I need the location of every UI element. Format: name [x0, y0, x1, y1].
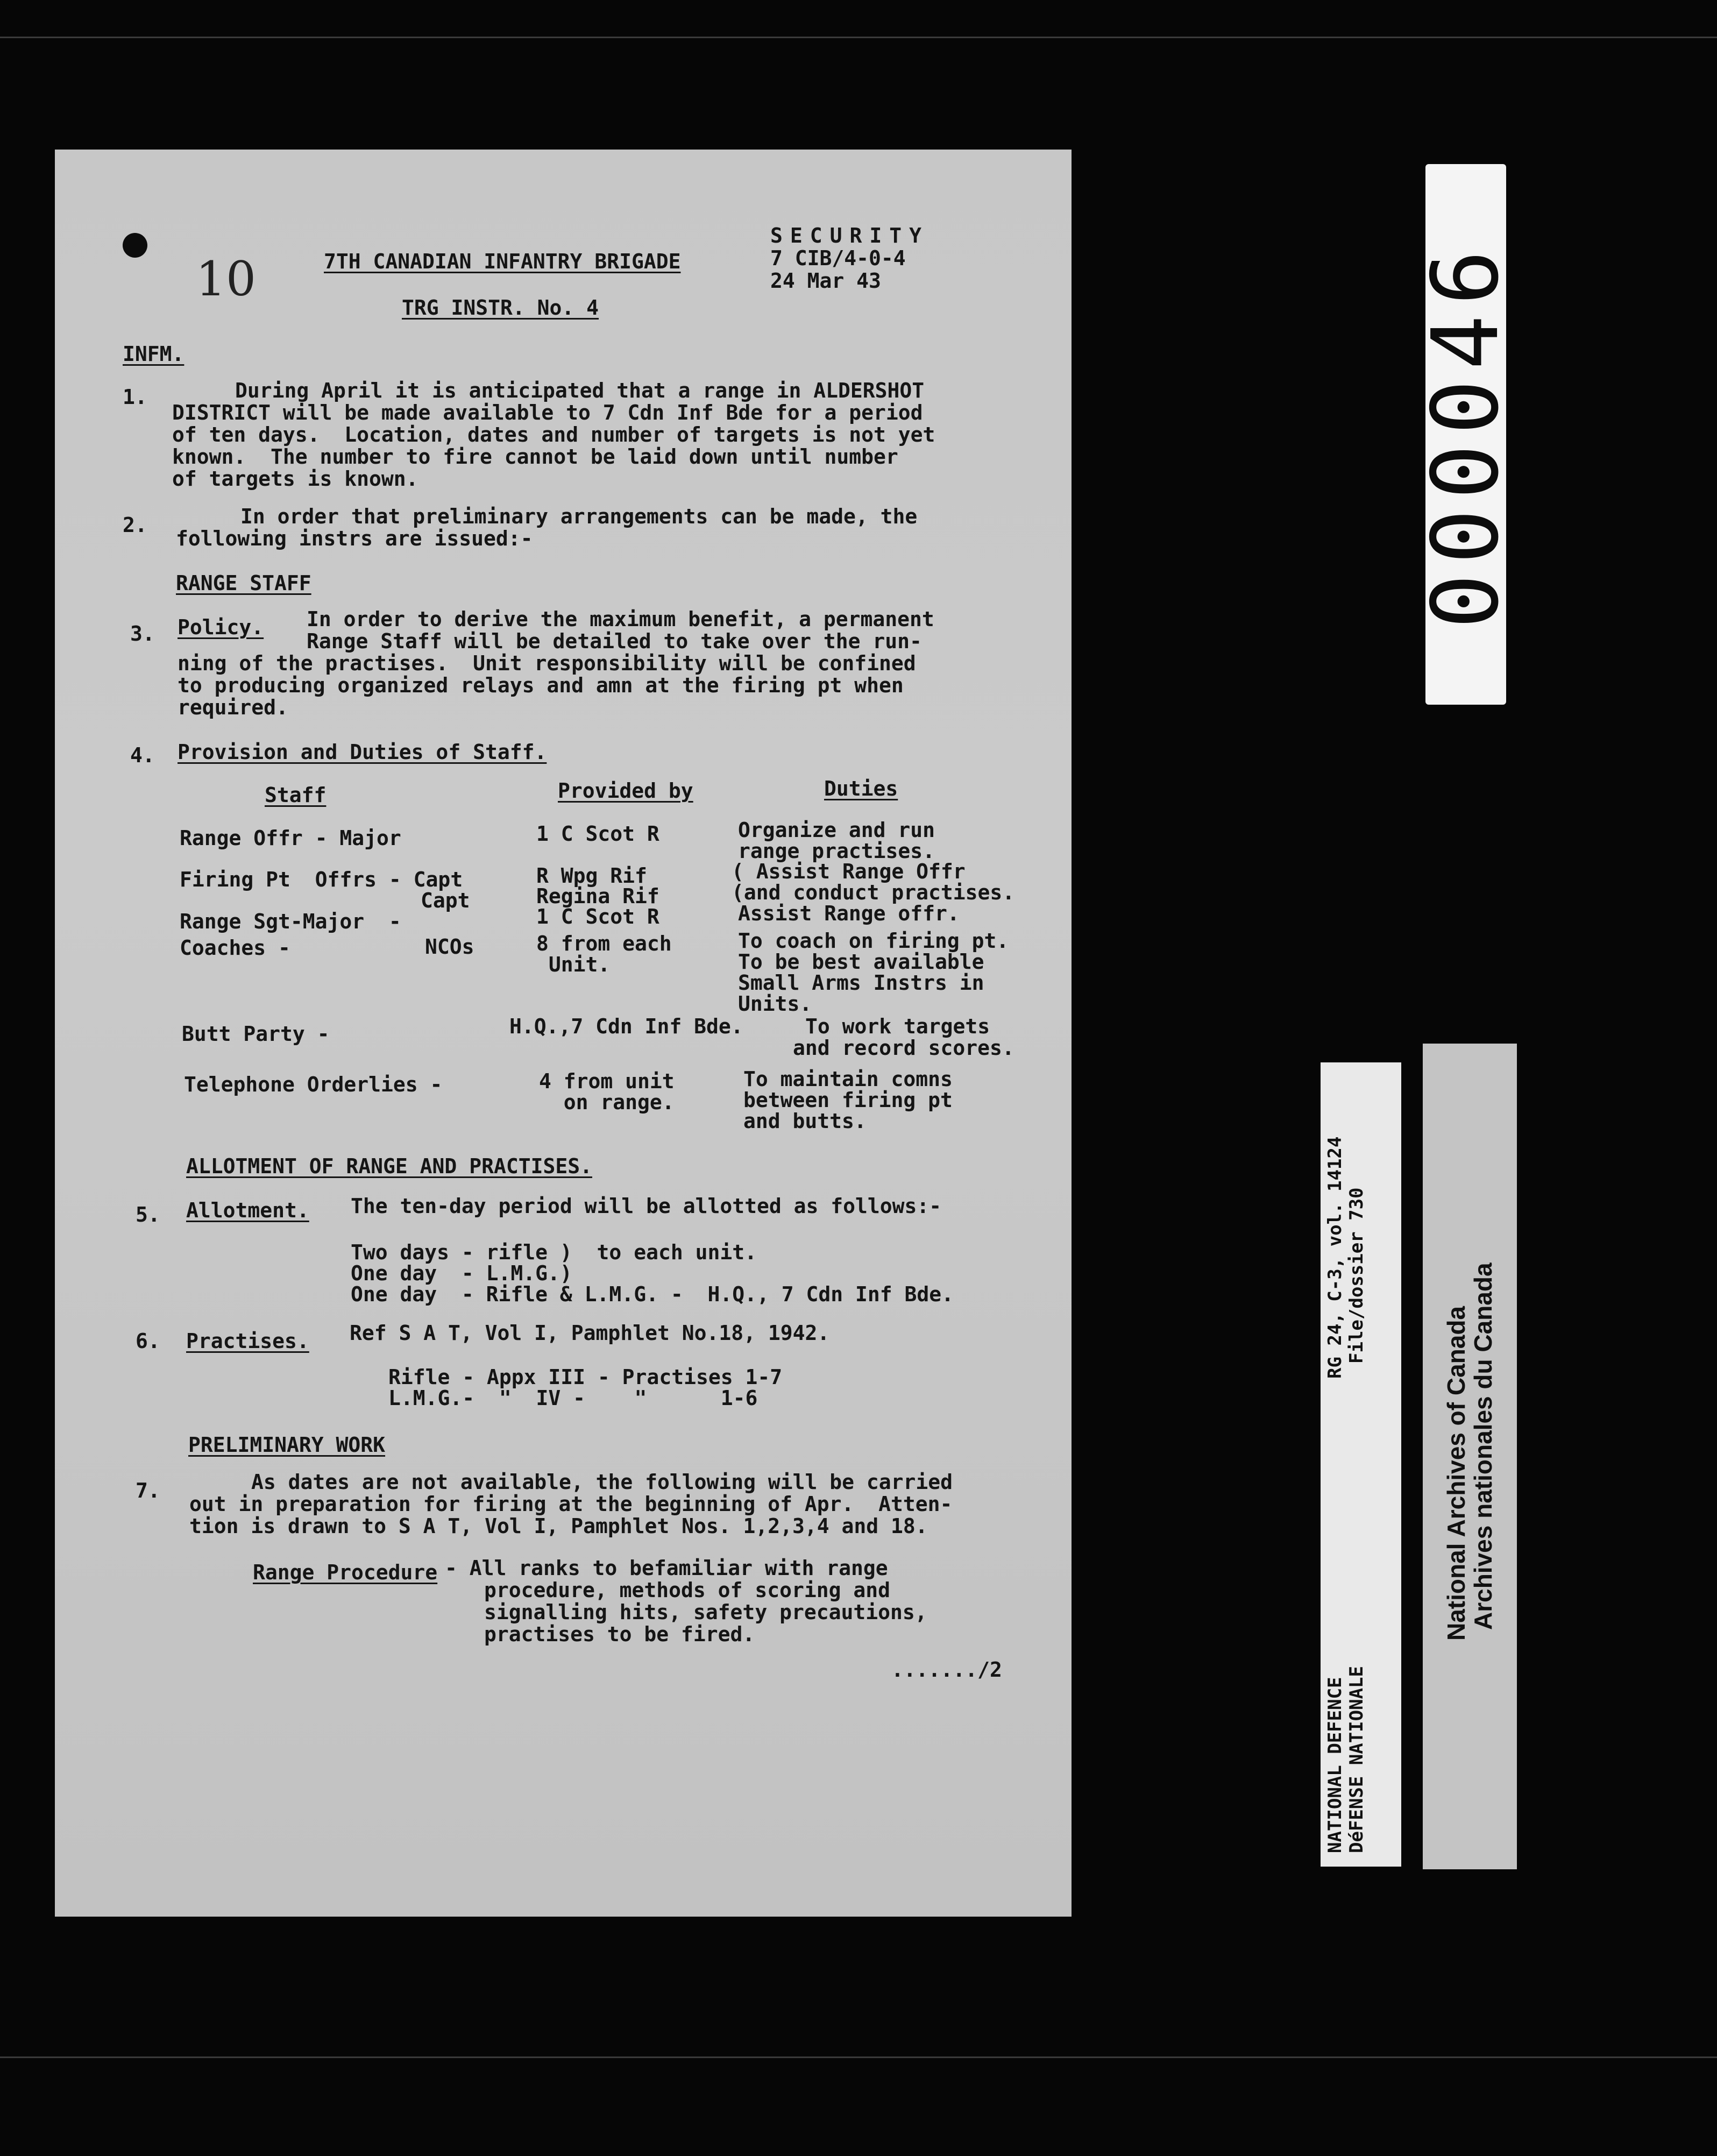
staff-cell: NCOs: [425, 935, 474, 959]
para6-heading: Practises.: [186, 1329, 309, 1353]
archival-reference-label: [1321, 1062, 1401, 1867]
duties-cell: range practises.: [738, 839, 935, 863]
scan-border-top: [0, 37, 1717, 38]
file-reference: 7 CIB/4-0-4: [770, 246, 906, 270]
para5-number: 5.: [136, 1203, 160, 1226]
provided-cell: on range.: [539, 1090, 675, 1114]
para3-line: to producing organized relays and amn at the firing pt when: [178, 673, 904, 697]
para3-line: In order to derive the maximum benefit, a permanent: [307, 607, 934, 631]
department-line: DéFENSE NATIONALE: [1346, 1666, 1367, 1853]
para3-number: 3.: [130, 622, 155, 646]
para6-text: Ref S A T, Vol I, Pamphlet No.18, 1942.: [350, 1321, 830, 1345]
archives-name-en: National Archives of Canada: [1442, 1306, 1470, 1641]
provided-cell: 8 from each: [536, 932, 672, 955]
punch-hole: [123, 233, 147, 258]
document-date: 24 Mar 43: [770, 269, 881, 293]
provided-cell: 1 C Scot R: [536, 822, 659, 846]
staff-cell: Telephone Orderlies -: [184, 1073, 443, 1096]
department-line: NATIONAL DEFENCE: [1324, 1677, 1346, 1853]
para5-text: The ten-day period will be allotted as follows:-: [351, 1194, 942, 1218]
range-procedure-line: procedure, methods of scoring and: [484, 1578, 890, 1602]
para2-number: 2.: [123, 513, 147, 537]
provided-cell: Regina Rif: [536, 884, 659, 908]
duties-cell: ( Assist Range Offr: [732, 860, 966, 883]
staff-cell: Capt: [421, 889, 470, 912]
staff-cell: Firing Pt Offrs - Capt: [180, 868, 463, 891]
para5-heading: Allotment.: [186, 1198, 309, 1222]
duties-cell: and record scores.: [793, 1036, 1014, 1060]
practises-line: Rifle - Appx III - Practises 1-7: [388, 1365, 783, 1389]
section-preliminary-work: PRELIMINARY WORK: [188, 1433, 386, 1457]
duties-cell: Units.: [738, 992, 812, 1016]
duties-cell: To maintain comns: [743, 1067, 953, 1091]
archives-institution-label: [1423, 1044, 1517, 1869]
provided-cell: Unit.: [536, 953, 611, 976]
range-procedure-line: signalling hits, safety precautions,: [484, 1600, 927, 1624]
staff-cell: Range Offr - Major: [180, 826, 401, 850]
staff-cell: Butt Party -: [182, 1022, 330, 1046]
allotment-line: One day - L.M.G.): [351, 1261, 572, 1285]
frame-number: 000046: [1413, 240, 1519, 629]
duties-cell: To work targets: [805, 1015, 990, 1038]
table-header-staff: Staff: [265, 783, 327, 807]
duties-cell: To be best available: [738, 950, 984, 974]
para7-number: 7.: [136, 1479, 160, 1502]
provided-cell: 4 from unit: [539, 1069, 675, 1093]
para1-line: known. The number to fire cannot be laid down until number: [172, 445, 898, 469]
duties-cell: and butts.: [743, 1109, 867, 1133]
para7-line: out in preparation for firing at the beginning of Apr. Atten-: [189, 1492, 953, 1516]
range-procedure-line: - All ranks to befamiliar with range: [445, 1556, 888, 1580]
table-header-provided-by: Provided by: [558, 779, 693, 803]
para1-number: 1.: [123, 385, 147, 409]
allotment-line: Two days - rifle ) to each unit.: [351, 1240, 757, 1264]
practises-line: L.M.G.- " IV - " 1-6: [388, 1386, 758, 1410]
allotment-line: One day - Rifle & L.M.G. - H.Q., 7 Cdn Inf Bde.: [351, 1282, 954, 1306]
para1-line: During April it is anticipated that a range in ALDERSHOT: [235, 379, 925, 402]
security-label: SECURITY: [770, 224, 930, 247]
provided-cell: H.Q.,7 Cdn Inf Bde.: [509, 1015, 743, 1038]
para7-line: tion is drawn to S A T, Vol I, Pamphlet Nos. 1,2,3,4 and 18.: [189, 1514, 928, 1538]
para2-line: In order that preliminary arrangements can be made, the: [240, 505, 918, 528]
frame-number-label: [1413, 164, 1519, 705]
archives-name-fr: Archives nationales du Canada: [1469, 1263, 1497, 1630]
table-header-duties: Duties: [824, 777, 898, 800]
reference-line: File/dossier 730: [1346, 1187, 1367, 1364]
handwritten-page-number: 10: [196, 251, 256, 307]
para1-line: of targets is known.: [172, 467, 418, 491]
section-range-staff: RANGE STAFF: [176, 571, 311, 595]
staff-cell: Range Sgt-Major -: [180, 910, 401, 933]
reference-line: RG 24, C-3, vol. 14124: [1324, 1136, 1346, 1379]
scan-border-bottom: [0, 2056, 1717, 2058]
range-procedure-line: practises to be fired.: [484, 1622, 755, 1646]
duties-cell: Organize and run: [738, 818, 935, 842]
para2-line: following instrs are issued:-: [176, 527, 533, 550]
section-infm: INFM.: [123, 342, 185, 366]
para1-line: DISTRICT will be made available to 7 Cdn Inf Bde for a period: [172, 401, 923, 424]
document-title: 7TH CANADIAN INFANTRY BRIGADE: [324, 250, 681, 273]
para3-heading: Policy.: [178, 615, 264, 639]
provided-cell: R Wpg Rif: [536, 864, 647, 888]
para1-line: of ten days. Location, dates and number of targets is not yet: [172, 423, 935, 446]
duties-cell: Small Arms Instrs in: [738, 971, 984, 995]
duties-cell: Assist Range offr.: [738, 902, 960, 925]
section-allotment: ALLOTMENT OF RANGE AND PRACTISES.: [186, 1154, 592, 1178]
para6-number: 6.: [136, 1329, 160, 1353]
duties-cell: (and conduct practises.: [732, 881, 1015, 904]
continuation-marker: ......./2: [891, 1658, 1002, 1682]
para3-line: required.: [178, 696, 288, 719]
document-page: [55, 150, 1072, 1917]
document-subtitle: TRG INSTR. No. 4: [402, 296, 599, 320]
duties-cell: between firing pt: [743, 1088, 953, 1112]
range-procedure-heading: Range Procedure: [253, 1561, 438, 1584]
para3-line: Range Staff will be detailed to take over the run-: [307, 629, 922, 653]
para4-number: 4.: [130, 743, 155, 767]
para3-line: ning of the practises. Unit responsibility will be confined: [178, 651, 916, 675]
para4-heading: Provision and Duties of Staff.: [178, 740, 547, 764]
staff-cell: Coaches -: [180, 936, 290, 960]
para7-line: As dates are not available, the following will be carried: [251, 1470, 953, 1494]
duties-cell: To coach on firing pt.: [738, 929, 1009, 953]
provided-cell: 1 C Scot R: [536, 905, 659, 928]
